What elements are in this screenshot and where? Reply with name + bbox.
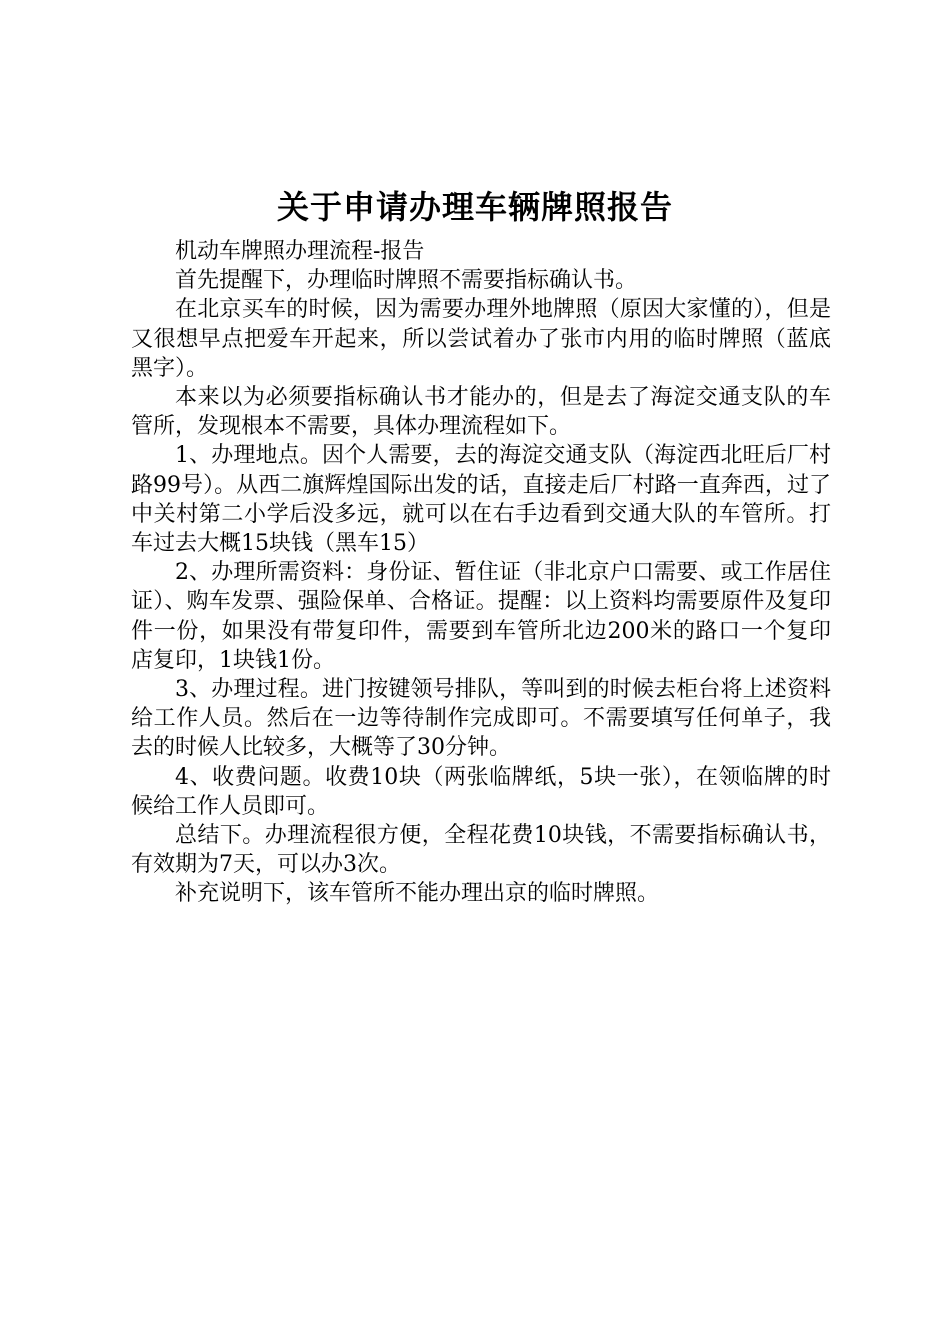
paragraph-summary: 总结下。办理流程很方便，全程花费10块钱，不需要指标确认书，有效期为7天，可以办3次。	[131, 823, 831, 878]
paragraph-discovery: 本来以为必须要指标确认书才能办的，但是去了海淀交通支队的车管所，发现根本不需要，具体办理流程如下。	[131, 385, 831, 440]
paragraph-step-location: 1、办理地点。因个人需要，去的海淀交通支队（海淀西北旺后厂村路99号）。从西二旗辉煌国际出发的话，直接走后厂村路一直奔西，过了中关村第二小学后没多远，就可以在右手边看到交通大队的车管所。打车过去大概15块钱（黑车15）	[131, 443, 831, 557]
paragraph-reminder: 首先提醒下，办理临时牌照不需要指标确认书。	[175, 268, 638, 294]
paragraph-step-documents: 2、办理所需资料：身份证、暂住证（非北京户口需要、或工作居住证）、购车发票、强险保单、合格证。提醒：以上资料均需要原件及复印件一份，如果没有带复印件，需要到车管所北边200米的路口一个复印店复印，1块钱1份。	[131, 560, 831, 673]
document-body	[131, 237, 831, 909]
paragraph-subtitle: 机动车牌照办理流程-报告	[175, 239, 425, 264]
paragraph-background: 在北京买车的时候，因为需要办理外地牌照（原因大家懂的），但是又很想早点把爱车开起来，所以尝试着办了张市内用的临时牌照（蓝底黑字）。	[131, 297, 831, 381]
paragraph-note: 补充说明下，该车管所不能办理出京的临时牌照。	[175, 881, 660, 907]
paragraph-step-process: 3、办理过程。进门按键领号排队，等叫到的时候去柜台将上述资料给工作人员。然后在一边等待制作完成即可。不需要填写任何单子，我去的时候人比较多，大概等了30分钟。	[131, 677, 831, 761]
paragraph-step-fees: 4、收费问题。收费10块（两张临牌纸，5块一张），在领临牌的时候给工作人员即可。	[131, 764, 831, 819]
document-title: 关于申请办理车辆牌照报告	[276, 188, 673, 226]
